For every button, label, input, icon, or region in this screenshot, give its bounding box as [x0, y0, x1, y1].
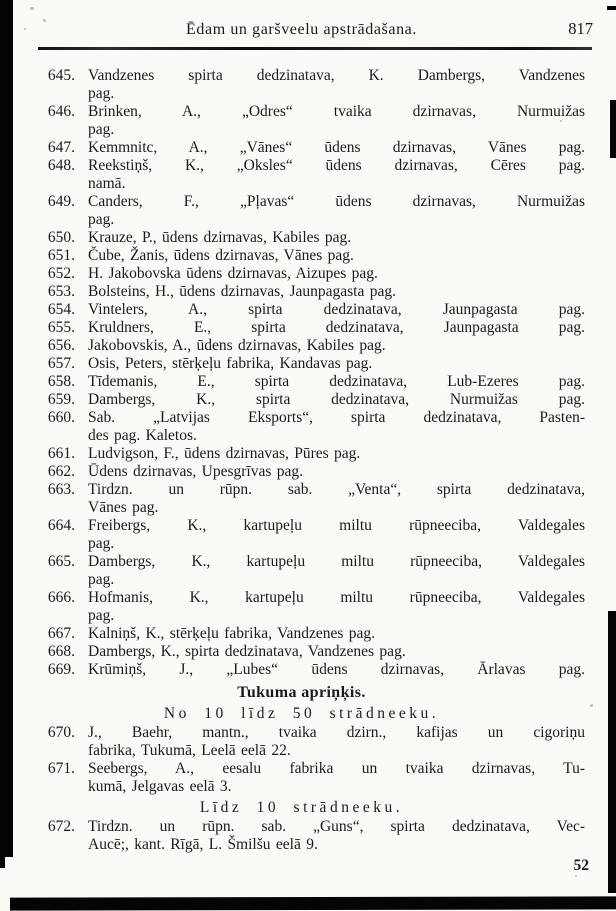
- directory-entry: [13, 463, 616, 481]
- entry-text: Vandzenes spirta dedzinatava, K. Dambergs, Vandzenes pag.: [88, 67, 585, 102]
- directory-entry: [13, 247, 616, 265]
- entry-text: Dambergs, K., spirta dedzinatava, Nurmuižas pag.: [88, 391, 585, 408]
- section-heading-tukuma: Tukuma apriņķis.: [237, 684, 366, 701]
- entry-number: 670.: [47, 724, 75, 741]
- entry-text: Jakobovskis, A., ūdens dzirnavas, Kabiles pag.: [88, 337, 386, 354]
- entry-number: 668.: [47, 643, 75, 660]
- directory-entry: [13, 337, 616, 355]
- entry-text: Sab. „Latvijas Eksports“, spirta dedzinatava, Pasten- des pag. Kaletos.: [88, 409, 585, 444]
- directory-entry: [13, 517, 616, 553]
- page-number-top: 817: [568, 19, 593, 38]
- entry-number: 655.: [47, 319, 75, 336]
- entry-text: Kalniņš, K., stērķeļu fabrika, Vandzenes pag.: [88, 625, 375, 642]
- directory-entry: [13, 193, 616, 229]
- entry-number: 661.: [47, 445, 75, 462]
- entry-number: 653.: [47, 283, 75, 300]
- entry-number: 660.: [47, 409, 75, 426]
- directory-entry: [13, 818, 616, 854]
- scan-speck: [575, 875, 577, 877]
- entry-number: 651.: [47, 247, 75, 264]
- entry-number: 652.: [47, 265, 75, 282]
- entry-text: Krauze, P., ūdens dzirnavas, Kabiles pag.: [88, 229, 352, 246]
- entry-number: 645.: [47, 67, 75, 84]
- entry-number: 646.: [47, 103, 75, 120]
- directory-list-main: [13, 67, 616, 679]
- entry-text: Reekstiņš, K., „Oksles“ ūdens dzirnavas, Cēres pag. namā.: [88, 157, 585, 192]
- entry-text: Ūdens dzirnavas, Upesgrīvas pag.: [88, 463, 303, 480]
- directory-entry: [13, 229, 616, 247]
- directory-entry: [13, 553, 616, 589]
- entry-text: H. Jakobovska ūdens dzirnavas, Aizupes pag.: [88, 265, 378, 282]
- entry-text: Tirdzn. un rūpn. sab. „Venta“, spirta dedzinatava, Vānes pag.: [88, 481, 585, 516]
- entry-number: 654.: [47, 301, 75, 318]
- directory-entry: [13, 589, 616, 625]
- entry-text: Čube, Žanis, ūdens dzirnavas, Vānes pag.: [88, 247, 354, 264]
- directory-entry: [13, 301, 616, 319]
- entry-text: Krūmiņš, J., „Lubes“ ūdens dzirnavas, Ārlavas pag.: [88, 661, 585, 678]
- entry-number: 657.: [47, 355, 75, 372]
- directory-entry: [13, 661, 616, 679]
- directory-list-under-10: [13, 818, 616, 854]
- entry-number: 649.: [47, 193, 75, 210]
- directory-entry: [13, 391, 616, 409]
- entry-text: Tirdzn. un rūpn. sab. „Guns“, spirta dedzinatava, Vec- Aucē;, kant. Rīgā, L. Šmilšu eelā 9.: [88, 818, 585, 853]
- directory-entry: [13, 139, 616, 157]
- entry-number: 650.: [47, 229, 75, 246]
- entry-number: 659.: [47, 391, 75, 408]
- entry-number: 669.: [47, 661, 75, 678]
- entry-text: Seebergs, A., eesalu fabrika un tvaika dzirnavas, Tu- kumā, Jelgavas eelā 3.: [88, 760, 585, 795]
- entry-number: 656.: [47, 337, 75, 354]
- directory-entry: [13, 760, 616, 796]
- directory-list-10-50: [13, 724, 616, 796]
- entry-text: Kruldners, E., spirta dedzinatava, Jaunpagasta pag.: [88, 319, 585, 336]
- directory-entry: [13, 103, 616, 139]
- directory-entry: [13, 355, 616, 373]
- entry-number: 672.: [47, 818, 75, 835]
- entry-number: 666.: [47, 589, 75, 606]
- header-rule: [38, 47, 592, 50]
- entry-text: Freibergs, K., kartupeļu miltu rūpneeciba, Valdegales pag.: [88, 517, 585, 552]
- scan-artifact-left-nub: [0, 855, 5, 868]
- entry-number: 662.: [47, 463, 75, 480]
- entry-number: 658.: [47, 373, 75, 390]
- page-header-title: Ēdam un garšveelu apstrādašana.: [186, 21, 417, 38]
- directory-entry: [13, 373, 616, 391]
- directory-entry: [13, 481, 616, 517]
- entry-text: Brinken, A., „Odres“ tvaika dzirnavas, Nurmuižas pag.: [88, 103, 585, 138]
- entry-text: Canders, F., „Pļavas“ ūdens dzirnavas, Nurmuižas pag.: [88, 193, 585, 228]
- directory-entry: [13, 265, 616, 283]
- entry-text: Kemmnitc, A., „Vānes“ ūdens dzirnavas, Vānes pag.: [88, 139, 585, 156]
- directory-entry: [13, 157, 616, 193]
- directory-entry: [13, 643, 616, 661]
- entry-text: Tīdemanis, E., spirta dedzinatava, Lub-Ezeres pag.: [88, 373, 585, 390]
- entry-text: Ludvigson, F., ūdens dzirnavas, Pūres pag.: [88, 445, 361, 462]
- entry-number: 671.: [47, 760, 75, 777]
- page-number-bottom: 52: [573, 857, 589, 874]
- directory-entry: [13, 445, 616, 463]
- entry-text: Bolsteins, H., ūdens dzirnavas, Jaunpagasta pag.: [88, 283, 396, 300]
- directory-entry: [13, 319, 616, 337]
- directory-entry: [13, 283, 616, 301]
- entry-text: J., Baehr, mantn., tvaika dzirn., kafijas un cigoriņu fabrika, Tukumā, Leelā eelā 22.: [88, 724, 585, 759]
- entry-text: Dambergs, K., kartupeļu miltu rūpneeciba, Valdegales pag.: [88, 553, 585, 588]
- scanned-page: [13, 0, 616, 875]
- scan-artifact-left-bar: [0, 0, 13, 857]
- page-header: [13, 0, 616, 47]
- entry-text: Osis, Peters, stērķeļu fabrika, Kandavas pag.: [88, 355, 373, 372]
- section-subheading-under-10: Līdz 10 strādneeku.: [199, 799, 404, 816]
- entry-number: 667.: [47, 625, 75, 642]
- directory-entry: [13, 724, 616, 760]
- directory-entry: [13, 409, 616, 445]
- entry-number: 663.: [47, 481, 75, 498]
- directory-entry: [13, 67, 616, 103]
- entry-number: 664.: [47, 517, 75, 534]
- entry-text: Vintelers, A., spirta dedzinatava, Jaunpagasta pag.: [88, 301, 585, 318]
- entry-number: 648.: [47, 157, 75, 174]
- scan-artifact-bottom-bar: [10, 896, 616, 910]
- section-subheading-10-50: No 10 līdz 50 strādneeku.: [163, 705, 440, 722]
- entry-text: Hofmanis, K., kartupeļu miltu rūpneeciba, Valdegales pag.: [88, 589, 585, 624]
- entry-number: 647.: [47, 139, 75, 156]
- directory-entry: [13, 625, 616, 643]
- entry-number: 665.: [47, 553, 75, 570]
- entry-text: Dambergs, K., spirta dedzinatava, Vandzenes pag.: [88, 643, 406, 660]
